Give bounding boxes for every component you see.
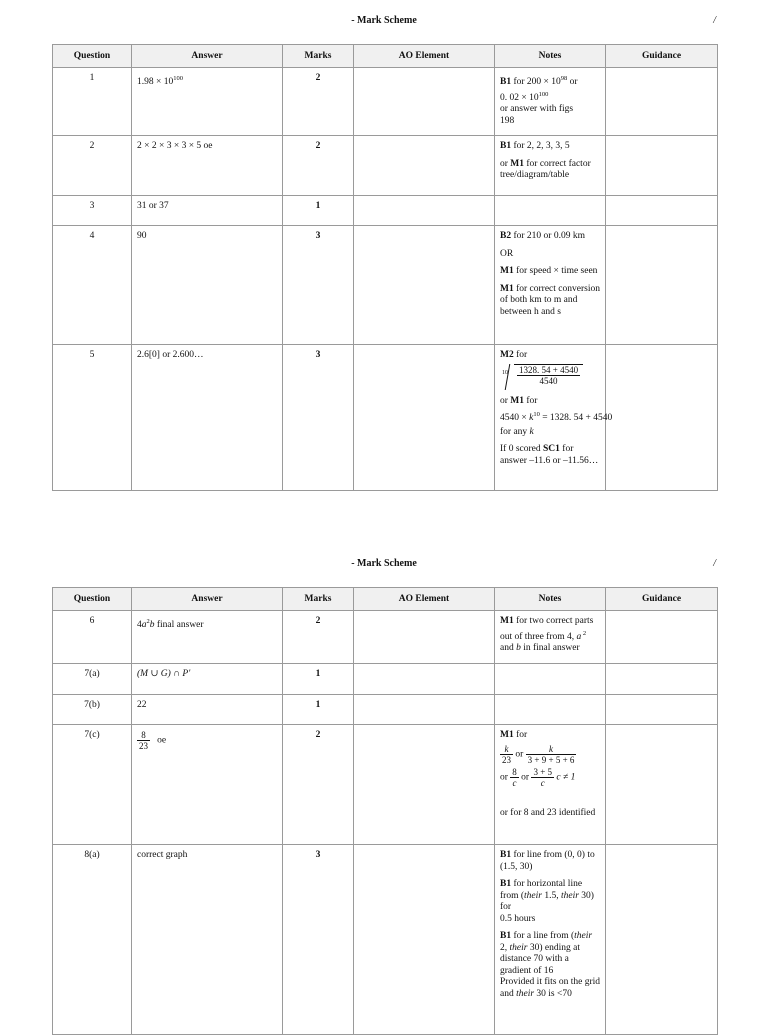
page-marker: /: [713, 15, 716, 26]
question-cell: 6: [53, 611, 132, 664]
variable-b: b: [516, 643, 521, 654]
note-exponent: 98: [560, 75, 568, 82]
col-answer: Answer: [132, 588, 283, 611]
note-fraction: [500, 744, 513, 765]
marks-cell: 1: [283, 695, 354, 725]
guidance-cell: [606, 68, 718, 136]
col-question: Question: [53, 588, 132, 611]
ao-cell: [354, 845, 495, 1035]
variable-a: a: [576, 631, 582, 642]
note-text: for answer –11.6 or –11.56…: [500, 444, 599, 466]
note-text: or answer with figs: [500, 104, 574, 115]
mark-code: M1: [510, 395, 525, 406]
fraction-denominator: 23: [139, 741, 148, 751]
notes-cell: [495, 664, 606, 695]
note-expression: 0. 02 × 10: [500, 92, 539, 103]
table-row: [53, 136, 718, 196]
note-expression: = 1328. 54 + 4540: [539, 413, 613, 424]
col-question: Question: [53, 45, 132, 68]
table-row: [53, 725, 718, 845]
question-cell: 7(a): [53, 664, 132, 695]
note-text: or: [567, 77, 578, 88]
note-text: for 210 or 0.09 km: [511, 231, 585, 241]
fraction-numerator: k: [526, 744, 577, 755]
note-text: 30) for: [500, 890, 594, 912]
ao-cell: [354, 68, 495, 136]
note-exponent: 2: [581, 629, 587, 637]
answer-cell: 2 × 2 × 3 × 3 × 5 oe: [132, 136, 283, 196]
answer-cell: (M ∪ G) ∩ P': [132, 664, 283, 695]
mark-code: SC1: [543, 444, 560, 455]
marks-cell: 1: [283, 196, 354, 226]
guidance-cell: [606, 725, 718, 845]
answer-exponent: 2: [146, 618, 150, 625]
fraction-denominator: c: [512, 777, 517, 788]
note-text: OR: [500, 248, 514, 259]
ao-cell: [354, 345, 495, 491]
marks-cell: 2: [283, 725, 354, 845]
answer-cell: 22: [132, 695, 283, 725]
question-cell: 3: [53, 196, 132, 226]
note-their: their: [574, 931, 593, 941]
col-marks: Marks: [283, 45, 354, 68]
fraction-denominator: 3 + 9 + 5 + 6: [527, 754, 575, 765]
fraction-denominator: c: [540, 777, 545, 788]
col-answer: Answer: [132, 45, 283, 68]
note-expression: 200 × 10: [526, 77, 561, 88]
fraction-denominator: 23: [502, 754, 511, 765]
marks-cell: 3: [283, 345, 354, 491]
mark-code: B1: [500, 931, 512, 941]
note-text: for: [524, 395, 538, 406]
nth-root-expression: [502, 364, 583, 390]
fraction-numerator: 8: [137, 730, 150, 741]
col-notes: Notes: [495, 45, 606, 68]
note-their: their: [560, 890, 579, 901]
mark-code: M1: [500, 616, 514, 626]
col-notes: Notes: [495, 588, 606, 611]
variable-k: k: [529, 413, 534, 424]
note-text: for: [513, 730, 528, 740]
table-row: [53, 345, 718, 491]
note-text: for speed × time seen: [513, 266, 598, 276]
guidance-cell: [606, 611, 718, 664]
page-header-1: [0, 15, 768, 31]
guidance-cell: [606, 226, 718, 345]
note-text: for a line from (: [511, 931, 575, 941]
table-row: [53, 196, 718, 226]
note-text: for correct factor tree/diagram/table: [500, 158, 591, 180]
answer-cell: correct graph: [132, 845, 283, 1035]
question-cell: 7(c): [53, 725, 132, 845]
note-text: or for 8 and 23 identified: [500, 807, 596, 818]
notes-cell: [495, 695, 606, 725]
ao-cell: [354, 196, 495, 226]
note-text: in final answer: [520, 643, 580, 654]
variable-a: a: [141, 620, 147, 631]
mark-code: B2: [500, 231, 512, 241]
note-text: or: [500, 395, 511, 406]
fraction-numerator: k: [500, 744, 513, 755]
answer-exponent: 100: [173, 75, 183, 82]
note-fraction: [526, 744, 577, 765]
fraction-denominator: 4540: [539, 375, 558, 386]
col-guidance: Guidance: [606, 45, 718, 68]
ao-cell: [354, 611, 495, 664]
marks-cell: 3: [283, 845, 354, 1035]
answer-base: 1.98 × 10: [137, 77, 174, 88]
note-text: 198: [500, 115, 515, 126]
question-cell: 4: [53, 226, 132, 345]
table-row: [53, 845, 718, 1035]
note-text: for horizontal line from (: [500, 879, 583, 901]
page-marker: /: [713, 558, 716, 569]
answer-cell: 90: [132, 226, 283, 345]
ao-cell: [354, 725, 495, 845]
table-row: [53, 695, 718, 725]
note-text: or: [500, 158, 511, 169]
variable-b: b: [149, 620, 155, 631]
note-expression: 4540 ×: [500, 413, 530, 424]
note-text: or: [500, 772, 511, 783]
mark-code: B1: [500, 850, 512, 860]
note-their: their: [516, 988, 535, 999]
ao-cell: [354, 664, 495, 695]
note-text: 1.5,: [541, 890, 561, 901]
answer-tail: final answer: [154, 620, 204, 631]
note-their: their: [524, 890, 542, 901]
note-text: 30 is <70: [534, 988, 572, 999]
table-row: [53, 664, 718, 695]
note-text: and: [500, 643, 517, 654]
mark-code: M1: [500, 730, 514, 740]
note-text: for 2, 2, 3, 3, 5: [511, 141, 570, 151]
notes-cell: [495, 226, 606, 345]
marks-cell: 1: [283, 664, 354, 695]
notes-cell: [495, 136, 606, 196]
note-text: for line from (0, 0) to (1.5, 30): [500, 850, 595, 872]
col-guidance: Guidance: [606, 588, 718, 611]
page-title: - Mark Scheme: [351, 15, 417, 26]
ao-cell: [354, 136, 495, 196]
answer-cell: [132, 611, 283, 664]
note-text: for: [513, 350, 528, 360]
root-index: 10: [502, 369, 508, 376]
table-row: [53, 68, 718, 136]
note-fraction: [531, 767, 554, 788]
col-ao-element: AO Element: [354, 588, 495, 611]
guidance-cell: [606, 695, 718, 725]
root-fraction: [517, 365, 580, 386]
fraction-numerator: 8: [512, 766, 517, 777]
ao-cell: [354, 226, 495, 345]
note-text: for correct conversion of both km to m and between h and s: [500, 283, 600, 317]
note-text: 0.5 hours: [500, 913, 536, 924]
answer-fraction: [137, 730, 150, 751]
marks-cell: 2: [283, 136, 354, 196]
answer-cell: 31 or 37: [132, 196, 283, 226]
note-text: Provided it fits on the grid and: [500, 977, 601, 999]
marks-cell: 2: [283, 68, 354, 136]
notes-cell: [495, 845, 606, 1035]
answer-cell: [132, 725, 283, 845]
mark-code: M1: [510, 158, 525, 169]
note-condition: c ≠ 1: [554, 772, 576, 783]
guidance-cell: [606, 845, 718, 1035]
note-text: If 0 scored: [500, 444, 543, 455]
mark-scheme-table-2: [52, 587, 718, 1035]
answer-cell: [132, 68, 283, 136]
mark-scheme-table-1: [52, 44, 718, 491]
note-text: for two correct parts out of three from 4,: [500, 616, 594, 642]
note-exponent: 100: [538, 90, 549, 98]
mark-code: B1: [500, 77, 512, 88]
note-text: 30) ending at distance 70 with a gradient of 16: [500, 942, 580, 976]
guidance-cell: [606, 196, 718, 226]
question-cell: 5: [53, 345, 132, 491]
mark-code: B1: [500, 141, 512, 151]
notes-cell: [495, 345, 613, 491]
question-cell: 2: [53, 136, 132, 196]
guidance-cell: [606, 136, 718, 196]
mark-code: B1: [500, 879, 512, 889]
variable-k: k: [529, 426, 534, 437]
question-cell: 7(b): [53, 695, 132, 725]
notes-cell: [495, 196, 606, 226]
table-row: [53, 226, 718, 345]
notes-cell: [495, 68, 606, 136]
guidance-cell: [606, 664, 718, 695]
ao-cell: [354, 695, 495, 725]
note-text: or: [513, 749, 526, 760]
fraction-numerator: 1328. 54 + 4540: [519, 364, 579, 375]
note-exponent: 10: [533, 411, 540, 418]
col-ao-element: AO Element: [354, 45, 495, 68]
page-header-2: [0, 558, 768, 574]
answer-coefficient: 4: [137, 620, 142, 631]
marks-cell: 2: [283, 611, 354, 664]
mark-code: M2: [500, 350, 514, 360]
fraction-numerator: 3 + 5: [533, 766, 553, 777]
note-fraction: [510, 767, 519, 788]
notes-cell: [495, 725, 606, 845]
mark-code: M1: [500, 266, 514, 276]
table-header-row: [53, 45, 718, 68]
question-cell: 8(a): [53, 845, 132, 1035]
col-marks: Marks: [283, 588, 354, 611]
marks-cell: 3: [283, 226, 354, 345]
page-title: - Mark Scheme: [351, 558, 417, 569]
answer-tail: oe: [157, 735, 167, 746]
note-text: or: [518, 772, 532, 783]
mark-code: M1: [500, 283, 514, 294]
table-header-row: [53, 588, 718, 611]
note-text: for any: [500, 426, 530, 437]
answer-cell: 2.6[0] or 2.600…: [132, 345, 283, 491]
note-text: for: [511, 77, 527, 88]
question-cell: 1: [53, 68, 132, 136]
note-their: their: [509, 942, 528, 953]
notes-cell: [495, 611, 606, 664]
note-text: 2,: [500, 942, 510, 953]
guidance-cell: [606, 345, 718, 491]
table-row: [53, 611, 718, 664]
